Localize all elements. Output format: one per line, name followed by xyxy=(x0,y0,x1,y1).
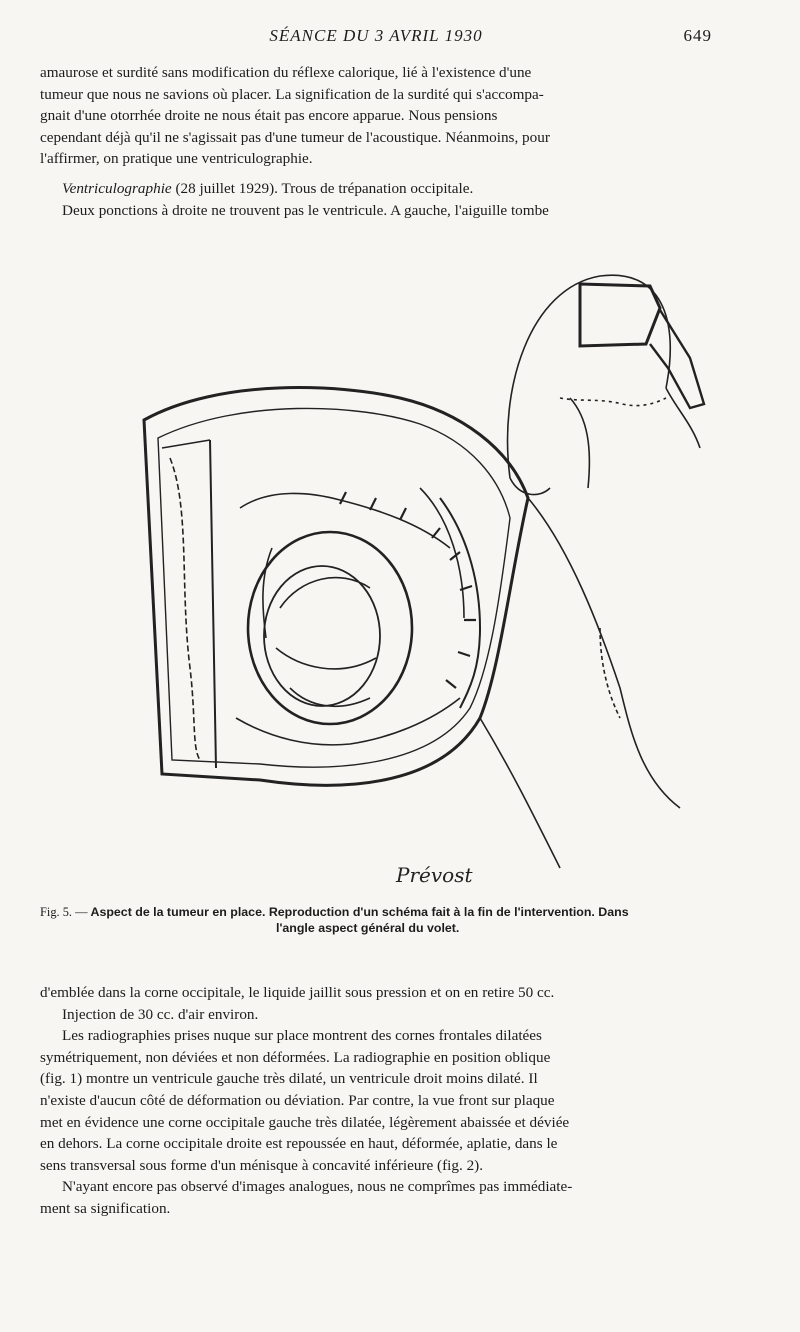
caption-line: Fig. 5. — Aspect de la tumeur en place. Reproduction d'un schéma fait à la fin de l'intervention. Dans xyxy=(40,905,629,919)
figure-label: Fig. 5. — xyxy=(40,905,88,919)
intro-paragraph xyxy=(40,62,712,170)
surgical-drawing xyxy=(40,248,720,900)
page-number: 649 xyxy=(683,26,712,45)
text-line: amaurose et surdité sans modification du réflexe calorique, lié à l'existence d'une xyxy=(40,64,532,81)
text-line: Les radiographies prises nuque sur place montrent des cornes frontales dilatées xyxy=(62,1027,542,1045)
figure-caption xyxy=(40,904,712,936)
text-line: Deux ponctions à droite ne trouvent pas le ventricule. A gauche, l'aiguille tombe xyxy=(62,201,549,219)
results-paragraph xyxy=(40,982,712,1220)
caption-line: l'angle aspect général du volet. xyxy=(276,921,460,935)
head-inset-sketch xyxy=(508,275,704,494)
text-line: cependant déjà qu'il ne s'agissait pas d'une tumeur de l'acoustique. Néanmoins, pour xyxy=(40,128,550,146)
text-line xyxy=(40,178,712,200)
text-line: met en évidence une corne occipitale gauche très dilatée, légèrement abaissée et déviée xyxy=(40,1113,570,1131)
running-header xyxy=(40,26,712,50)
ventriculography-date: (28 juillet 1929). Trous de trépanation occipitale. xyxy=(171,180,474,197)
text-line: l'affirmer, on pratique une ventriculographie. xyxy=(40,150,313,168)
text-line: symétriquement, non déviées et non déformées. La radiographie en position oblique xyxy=(40,1048,551,1066)
text-line: en dehors. La corne occipitale droite est repoussée en haut, déformée, aplatie, dans le xyxy=(40,1135,558,1153)
ventriculography-paragraph xyxy=(40,178,712,221)
text-line: Injection de 30 cc. d'air environ. xyxy=(62,1005,259,1023)
surgical-illustration xyxy=(40,248,720,900)
operative-field xyxy=(144,388,680,868)
text-line: n'existe d'aucun côté de déformation ou déviation. Par contre, la vue front sur plaque xyxy=(40,1091,555,1109)
artist-signature: Prévost xyxy=(396,863,473,887)
text-line: ment sa signification. xyxy=(40,1199,171,1217)
text-line: tumeur que nous ne savions où placer. La signification de la surdité qui s'accompa- xyxy=(40,85,544,103)
text-line: gnait d'une otorrhée droite ne nous était pas encore apparue. Nous pensions xyxy=(40,107,498,125)
text-line: d'emblée dans la corne occipitale, le liquide jaillit sous pression et on en retire 50 cc. xyxy=(40,984,555,1001)
ventriculography-label: Ventriculographie xyxy=(62,180,172,197)
text-line: (fig. 1) montre un ventricule gauche très dilaté, un ventricule droit moins dilaté. Il xyxy=(40,1070,538,1088)
running-title: SÉANCE DU 3 AVRIL 1930 xyxy=(269,26,483,45)
text-line: N'ayant encore pas observé d'images analogues, nous ne comprîmes pas immédiate- xyxy=(62,1178,573,1196)
text-line: sens transversal sous forme d'un ménisque à concavité inférieure (fig. 2). xyxy=(40,1156,484,1174)
